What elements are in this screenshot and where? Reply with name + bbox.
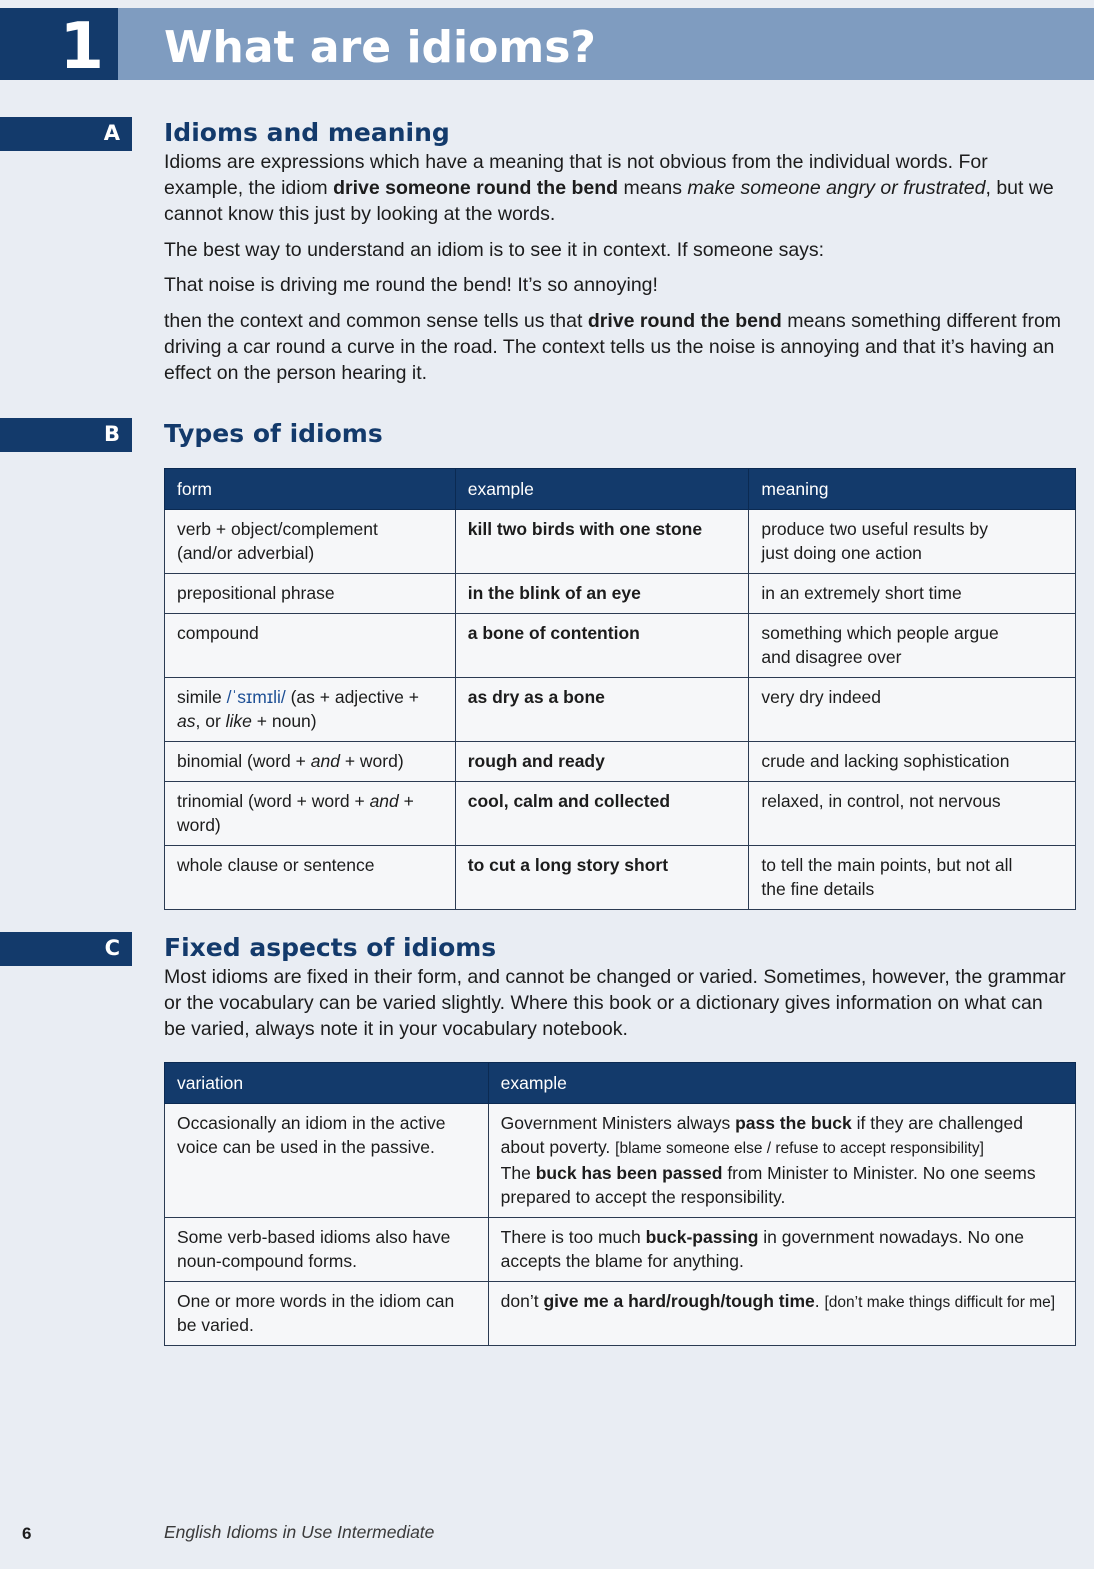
column-header: form <box>165 469 456 510</box>
form-cell: binomial (word + and + word) <box>165 742 456 782</box>
gloss: [blame someone else / refuse to accept responsibility] <box>615 1140 984 1157</box>
unit-number-box <box>0 8 118 84</box>
form-cell: trinomial (word + word + and + word) <box>165 782 456 846</box>
example-cell: kill two birds with one stone <box>455 510 749 574</box>
unit-number: 1 <box>59 10 104 84</box>
variation-cell: Occasionally an idiom in the active voice can be used in the passive. <box>165 1104 489 1218</box>
column-header: example <box>488 1063 1075 1104</box>
section-a-example-sentence: That noise is driving me round the bend! It’s so annoying! <box>164 274 658 296</box>
example-cell: a bone of contention <box>455 614 749 678</box>
form-cell: simile /ˈsɪmɪli/ (as + adjective + as, or like + noun) <box>165 678 456 742</box>
idiom-meaning: make someone angry or frustrated <box>687 177 986 199</box>
example-cell: to cut a long story short <box>455 846 749 910</box>
table-row <box>165 574 1076 614</box>
variation-table <box>164 1062 1076 1346</box>
section-c-title: Fixed aspects of idioms <box>164 933 497 962</box>
example-cell: as dry as a bone <box>455 678 749 742</box>
table-row <box>165 1104 1076 1218</box>
section-a-para-2: The best way to understand an idiom is to see it in context. If someone says: <box>164 239 825 261</box>
section-a-letter: A <box>103 121 120 145</box>
meaning-cell: to tell the main points, but not all the fine details <box>749 846 1076 910</box>
table-row <box>165 742 1076 782</box>
column-header: meaning <box>749 469 1076 510</box>
example-cell: don’t give me a hard/rough/tough time. [don’t make things difficult for me] <box>488 1282 1075 1346</box>
table-header-row <box>165 469 1076 510</box>
meaning-cell: crude and lacking sophistication <box>749 742 1076 782</box>
table-header-row <box>165 1063 1076 1104</box>
example-cell: in the blink of an eye <box>455 574 749 614</box>
section-c-letter: C <box>104 936 120 960</box>
section-c-para: Most idioms are fixed in their form, and cannot be changed or varied. Sometimes, however, the grammar or the vocabulary can be varied slightly. Where this book or a dictionary gives information on what can be varied, always note it in your vocabulary notebook. <box>164 966 1066 1040</box>
unit-title: What are idioms? <box>164 22 596 73</box>
section-c-tab <box>0 932 132 966</box>
section-b-title: Types of idioms <box>164 419 383 448</box>
table-row <box>165 1218 1076 1282</box>
example-cell: Government Ministers always pass the buck if they are challenged about poverty. [blame someone else / refuse to accept responsibility] The buck has been passed from Minister to Minister. No one seems prepared to accept the responsibility. <box>488 1104 1075 1218</box>
table-row <box>165 510 1076 574</box>
example-cell: rough and ready <box>455 742 749 782</box>
column-header: example <box>455 469 749 510</box>
gloss: [don’t make things difficult for me] <box>824 1294 1056 1311</box>
meaning-cell: very dry indeed <box>749 678 1076 742</box>
types-of-idioms-table <box>164 468 1076 910</box>
section-a-para-3: then the context and common sense tells us that drive round the bend means something different from driving a car round a curve in the road. The context tells us the noise is annoying and that it’s having an effect on the person hearing it. <box>164 310 1062 384</box>
form-cell: whole clause or sentence <box>165 846 456 910</box>
meaning-cell: something which people argue and disagree over <box>749 614 1076 678</box>
page-number: 6 <box>22 1524 32 1543</box>
meaning-cell: in an extremely short time <box>749 574 1076 614</box>
form-cell: compound <box>165 614 456 678</box>
form-cell: verb + object/complement (and/or adverbial) <box>165 510 456 574</box>
example-cell: There is too much buck-passing in government nowadays. No one accepts the blame for anything. <box>488 1218 1075 1282</box>
section-b-letter: B <box>103 422 120 446</box>
section-a-tab <box>0 117 132 151</box>
variation-cell: One or more words in the idiom can be varied. <box>165 1282 489 1346</box>
meaning-cell: relaxed, in control, not nervous <box>749 782 1076 846</box>
table-row <box>165 782 1076 846</box>
table-row <box>165 678 1076 742</box>
section-b-tab <box>0 418 132 452</box>
phonetic-transcription: /ˈsɪmɪli/ <box>226 687 286 707</box>
example-cell: cool, calm and collected <box>455 782 749 846</box>
variation-cell: Some verb-based idioms also have noun-compound forms. <box>165 1218 489 1282</box>
table-row <box>165 614 1076 678</box>
section-a-para-1: Idioms are expressions which have a meaning that is not obvious from the individual words. For example, the idiom drive someone round the bend means make someone angry or frustrated, but we cannot know this just by looking at the words. <box>164 151 1054 225</box>
table-row <box>165 1282 1076 1346</box>
book-title-footer: English Idioms in Use Intermediate <box>164 1522 435 1542</box>
section-a-title: Idioms and meaning <box>164 118 450 147</box>
column-header: variation <box>165 1063 489 1104</box>
idiom-highlight: drive round the bend <box>587 310 782 332</box>
idiom-highlight: drive someone round the bend <box>333 177 619 199</box>
table-row <box>165 846 1076 910</box>
form-cell: prepositional phrase <box>165 574 456 614</box>
meaning-cell: produce two useful results by just doing one action <box>749 510 1076 574</box>
